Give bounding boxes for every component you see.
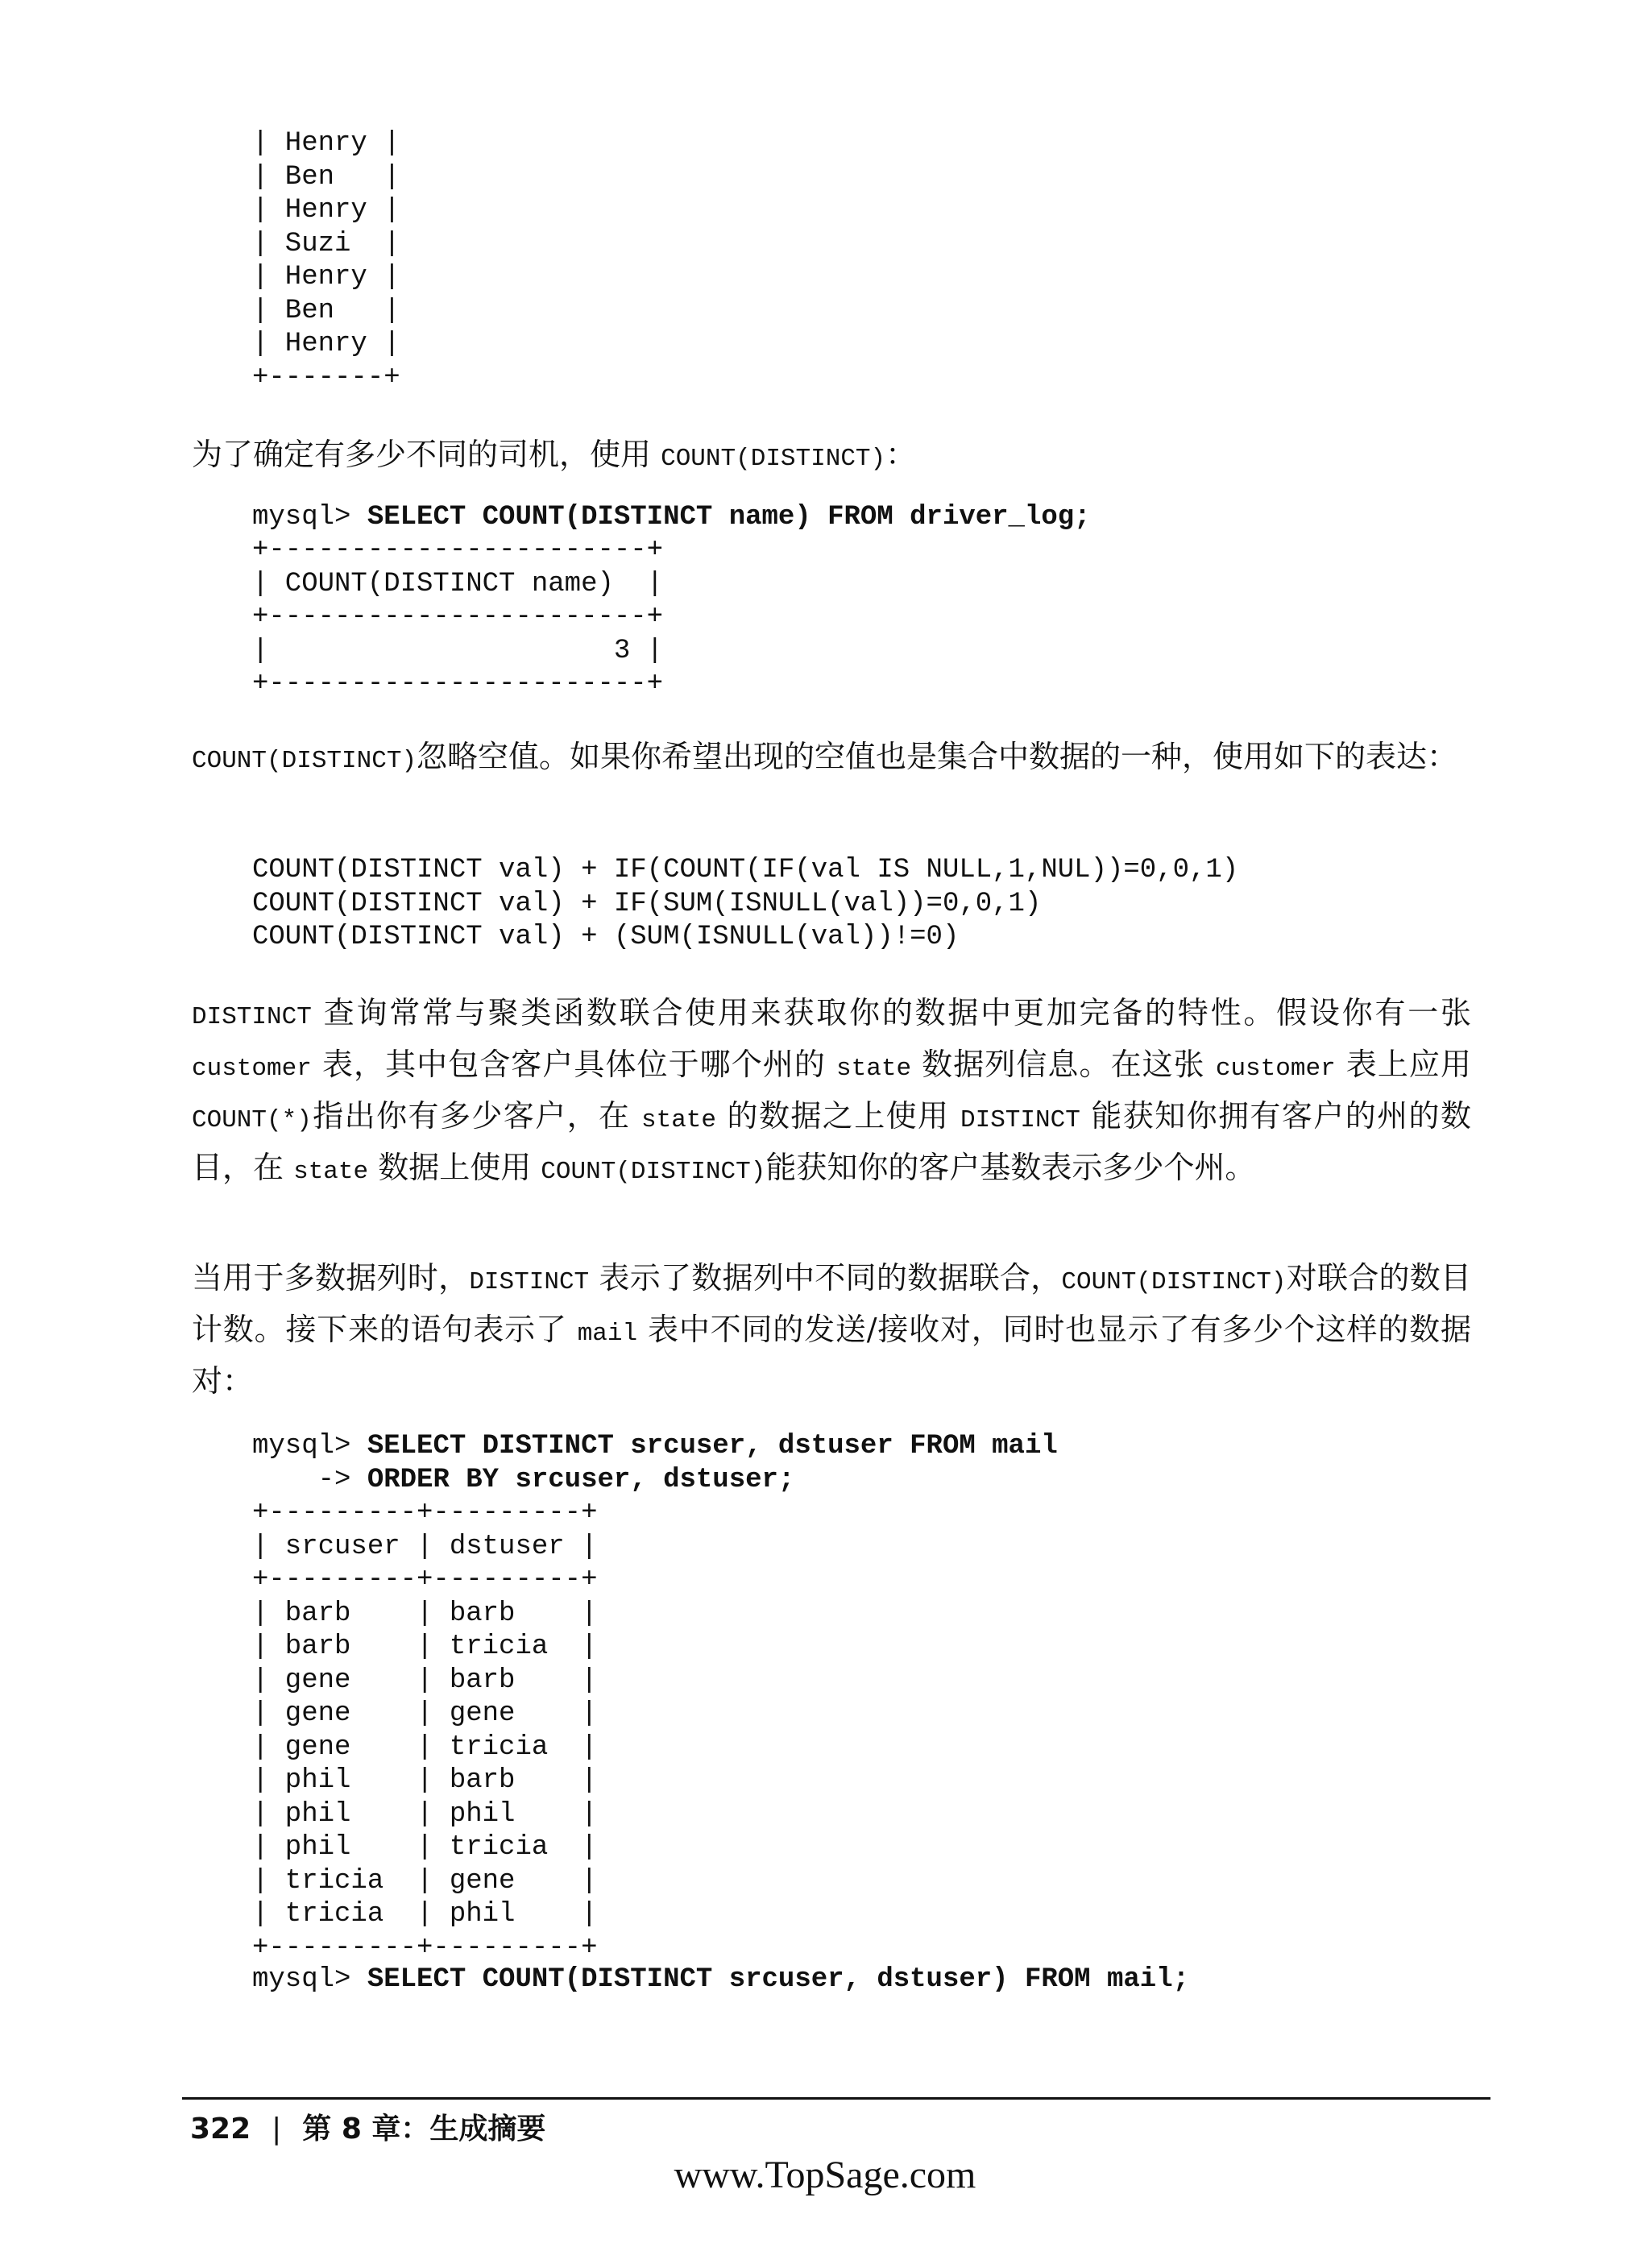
table-row: | Ben | [252,295,400,326]
table-border: +-----------------------+ [252,602,664,632]
table-border: +---------+---------+ [252,1932,598,1963]
table-row: | phil | tricia | [252,1832,598,1863]
expression-line: COUNT(DISTINCT val) + (SUM(ISNULL(val))!=0) [252,922,960,952]
table-border: +-------+ [252,362,400,393]
count-distinct-result-table [252,534,663,702]
expression-line: COUNT(DISTINCT val) + IF(COUNT(IF(val IS NULL,1,NUL))=0,0,1) [252,855,1239,885]
page-footer [190,2106,545,2147]
table-row: | phil | barb | [252,1765,598,1796]
table-border: +-----------------------+ [252,669,664,699]
table-border: +-----------------------+ [252,535,664,566]
table-header-row: | COUNT(DISTINCT name) | [252,568,664,599]
table-row: | Henry | [252,195,400,226]
expression-line: COUNT(DISTINCT val) + IF(SUM(ISNULL(val))=0,0,1) [252,888,1042,919]
footer-rule [182,2097,1490,2100]
footer-separator: | [272,2113,282,2146]
table-row: | Henry | [252,329,400,359]
null-aware-count-expressions [252,854,1238,955]
table-row: | barb | barb | [252,1598,598,1629]
table-row: | barb | tricia | [252,1632,598,1662]
table-row: | Henry | [252,128,400,159]
table-row: | gene | barb | [252,1665,598,1696]
query-count-distinct-name: mysql> SELECT COUNT(DISTINCT name) FROM driver_log; [252,502,1091,533]
page-number: 322 [190,2113,251,2146]
paragraph-multi-column-distinct: 当用于多数据列时，DISTINCT 表示了数据列中不同的数据联合，COUNT(DISTINCT)对联合的数目计数。接下来的语句表示了 mail 表中不同的发送/接收对，同时也显示了有多少个这样的数据对： [192,1260,1471,1399]
paragraph-distinct-aggregates: DISTINCT 查询常常与聚类函数联合使用来获取你的数据中更加完备的特性。假设你有一张 customer 表，其中包含客户具体位于哪个州的 state 数据列信息。在这张 customer 表上应用 COUNT(*)指出你有多少客户，在 state 的数据之上使用 DISTINCT 能获知你拥有客户的州的数目，在 state 数据上使用 COUNT(DISTINCT)能获知你的客户基数表示多少个州。 [192,995,1471,1186]
query-count-distinct-pairs: mysql> SELECT COUNT(DISTINCT srcuser, dstuser) FROM mail; [252,1964,1189,1995]
src-dst-result-table [252,1497,597,1965]
chapter-title: 第 8 章：生成摘要 [302,2113,546,2146]
query-distinct-src-dst: mysql> SELECT DISTINCT srcuser, dstuser FROM mail -> ORDER BY srcuser, dstuser; [252,1431,1058,1495]
table-border: +---------+---------+ [252,1565,598,1595]
table-row: | Henry | [252,262,400,292]
table-border: +---------+---------+ [252,1498,598,1528]
table-row: | phil | phil | [252,1798,598,1830]
table-row: | gene | gene | [252,1698,598,1729]
watermark-url: www.TopSage.com [674,2154,976,2196]
table-row: | tricia | gene | [252,1865,598,1897]
table-row: | Ben | [252,161,400,193]
table-header-row: | srcuser | dstuser | [252,1531,598,1562]
table-row: | gene | tricia | [252,1731,598,1763]
table-row: | tricia | phil | [252,1899,598,1930]
table-row: | 3 | [252,635,664,666]
table-row: | Suzi | [252,228,400,259]
paragraph-count-distinct-intro: 为了确定有多少不同的司机，使用 COUNT(DISTINCT)： [192,437,917,473]
paragraph-null-handling: COUNT(DISTINCT)忽略空值。如果你希望出现的空值也是集合中数据的一种，使用如下的表达： [192,739,1458,775]
names-result-table [252,127,400,395]
